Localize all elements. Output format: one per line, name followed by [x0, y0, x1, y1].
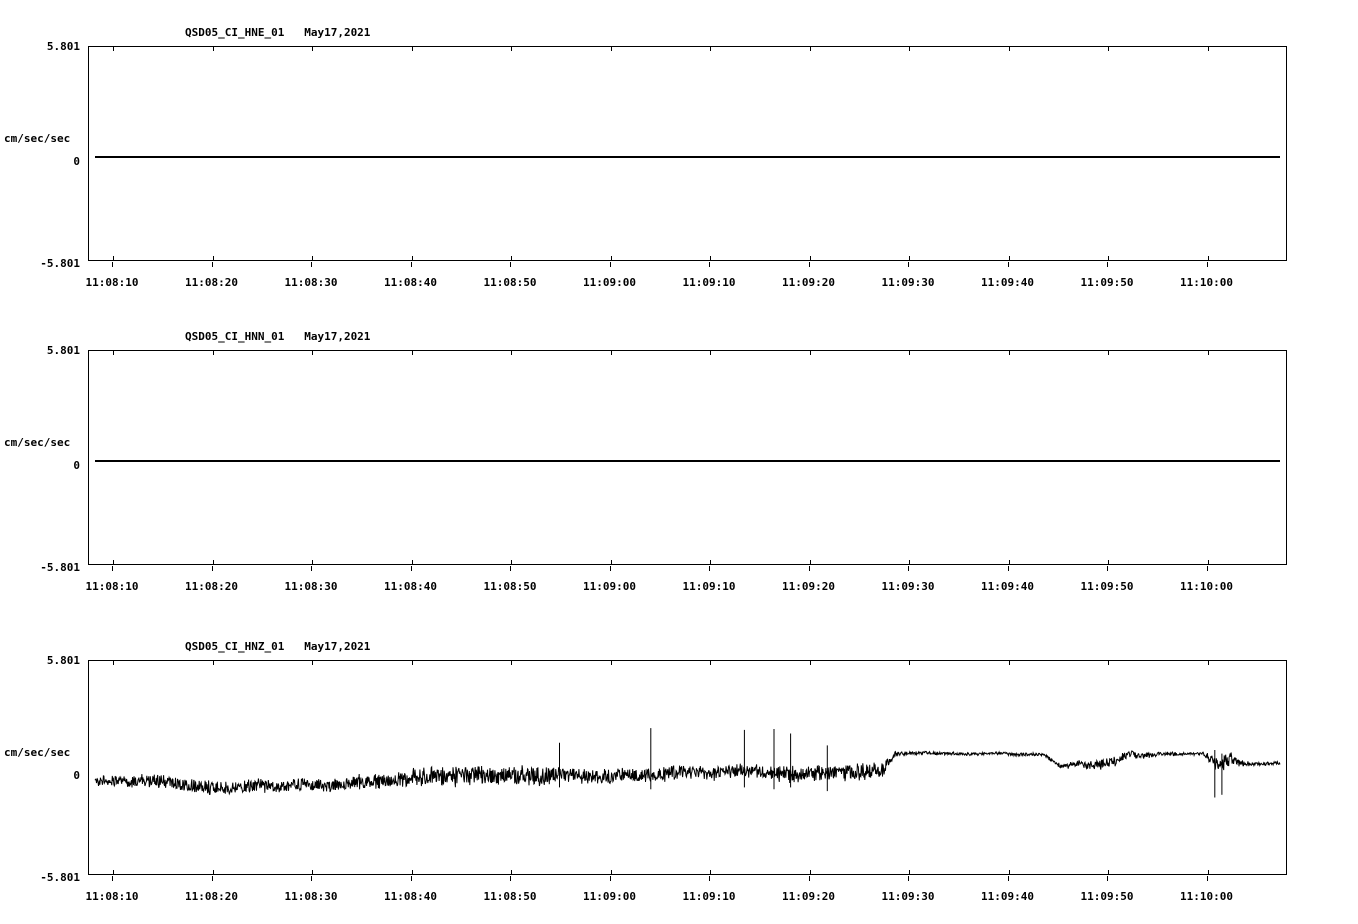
x-tick-label: 11:09:40 [981, 890, 1034, 903]
plot-inner-tick [213, 351, 214, 355]
x-tick-mark [311, 262, 312, 267]
plot-inner-tick [213, 256, 214, 260]
plot-inner-tick [810, 47, 811, 51]
plot-inner-tick [312, 47, 313, 51]
x-tick-mark [1207, 262, 1208, 267]
plot-inner-tick [1108, 560, 1109, 564]
x-tick-mark [510, 262, 511, 267]
x-tick-mark [1008, 566, 1009, 571]
x-tick-label: 11:09:10 [682, 580, 736, 593]
y-axis-label-hnn: cm/sec/sec [4, 436, 71, 449]
plot-inner-tick [113, 870, 114, 874]
x-tick-mark [510, 876, 511, 881]
x-tick-label: 11:09:20 [782, 580, 835, 593]
x-tick-label: 11:08:20 [185, 890, 238, 903]
plot-inner-tick [113, 256, 114, 260]
x-tick-label: 11:10:00 [1180, 890, 1233, 903]
x-tick-label: 11:08:10 [85, 276, 139, 289]
y-tick-bottom-hne: -5.801 [40, 257, 80, 270]
plot-inner-tick [412, 661, 413, 665]
plot-inner-tick [412, 560, 413, 564]
plot-inner-tick [213, 870, 214, 874]
plot-inner-tick [1208, 47, 1209, 51]
x-tick-label: 11:08:40 [384, 890, 437, 903]
x-tick-label: 11:09:00 [583, 276, 636, 289]
y-tick-mid-hnz: 0 [73, 769, 80, 782]
plot-inner-tick [1208, 256, 1209, 260]
x-tick-mark [112, 262, 113, 267]
plot-inner-tick [412, 256, 413, 260]
plot-inner-tick [1108, 661, 1109, 665]
x-tick-label: 11:09:00 [583, 580, 636, 593]
x-tick-mark [510, 566, 511, 571]
plot-inner-tick [810, 560, 811, 564]
x-tick-label: 11:09:00 [583, 890, 636, 903]
x-tick-label: 11:09:50 [1080, 580, 1134, 593]
plot-inner-tick [1208, 870, 1209, 874]
x-tick-mark [908, 876, 909, 881]
panel-title-hne: QSD05_CI_HNE_01 May17,2021 [185, 26, 371, 39]
x-tick-label: 11:09:50 [1080, 276, 1134, 289]
x-tick-label: 11:08:10 [85, 890, 139, 903]
plot-inner-tick [1108, 351, 1109, 355]
x-tick-mark [1008, 262, 1009, 267]
x-tick-label: 11:08:30 [284, 276, 338, 289]
x-tick-mark [1207, 566, 1208, 571]
x-tick-mark [1207, 876, 1208, 881]
x-tick-mark [709, 876, 710, 881]
x-tick-label: 11:08:40 [384, 580, 437, 593]
plot-inner-tick [909, 47, 910, 51]
x-tick-mark [709, 566, 710, 571]
y-tick-mid-hnn: 0 [73, 459, 80, 472]
plot-area-hnz [88, 660, 1287, 875]
x-tick-label: 11:08:40 [384, 276, 437, 289]
plot-inner-tick [810, 351, 811, 355]
y-axis-label-hnz: cm/sec/sec [4, 746, 71, 759]
plot-inner-tick [213, 560, 214, 564]
plot-inner-tick [1009, 560, 1010, 564]
waveform-panel-hnz [0, 628, 1358, 913]
x-tick-mark [610, 262, 611, 267]
x-tick-mark [1107, 876, 1108, 881]
plot-inner-tick [810, 661, 811, 665]
plot-inner-tick [511, 256, 512, 260]
plot-inner-tick [810, 870, 811, 874]
x-tick-label: 11:09:30 [881, 890, 935, 903]
x-tick-label: 11:09:30 [881, 580, 935, 593]
x-tick-mark [212, 262, 213, 267]
x-tick-mark [311, 876, 312, 881]
y-tick-bottom-hnz: -5.801 [40, 871, 80, 884]
plot-inner-tick [710, 661, 711, 665]
waveform-trace-hne [89, 47, 1286, 260]
plot-inner-tick [611, 256, 612, 260]
plot-inner-tick [511, 661, 512, 665]
plot-inner-tick [611, 351, 612, 355]
x-tick-mark [1008, 876, 1009, 881]
x-tick-label: 11:09:40 [981, 276, 1034, 289]
x-tick-label: 11:10:00 [1180, 276, 1233, 289]
plot-inner-tick [213, 47, 214, 51]
waveform-trace-hnn [89, 351, 1286, 564]
x-tick-mark [411, 262, 412, 267]
plot-inner-tick [909, 351, 910, 355]
plot-inner-tick [113, 351, 114, 355]
x-tick-label: 11:09:10 [682, 276, 736, 289]
x-tick-label: 11:08:10 [85, 580, 139, 593]
x-axis-hnn [85, 566, 1287, 596]
x-tick-label: 11:09:40 [981, 580, 1034, 593]
plot-inner-tick [412, 351, 413, 355]
plot-inner-tick [511, 560, 512, 564]
plot-inner-tick [511, 351, 512, 355]
plot-inner-tick [1208, 661, 1209, 665]
plot-inner-tick [113, 661, 114, 665]
x-tick-mark [212, 566, 213, 571]
plot-inner-tick [611, 47, 612, 51]
x-tick-mark [411, 876, 412, 881]
plot-inner-tick [611, 870, 612, 874]
plot-inner-tick [113, 560, 114, 564]
waveform-panel-hnn [0, 318, 1358, 598]
x-tick-label: 11:08:50 [483, 276, 537, 289]
x-tick-label: 11:08:20 [185, 276, 238, 289]
plot-inner-tick [810, 256, 811, 260]
x-tick-label: 11:08:30 [284, 580, 338, 593]
plot-inner-tick [909, 560, 910, 564]
plot-inner-tick [710, 351, 711, 355]
x-tick-label: 11:09:20 [782, 890, 835, 903]
plot-inner-tick [611, 661, 612, 665]
plot-inner-tick [909, 870, 910, 874]
plot-inner-tick [1009, 256, 1010, 260]
x-tick-mark [610, 876, 611, 881]
plot-inner-tick [611, 560, 612, 564]
waveform-panel-hne [0, 14, 1358, 294]
panel-title-hnz: QSD05_CI_HNZ_01 May17,2021 [185, 640, 371, 653]
x-tick-label: 11:09:50 [1080, 890, 1134, 903]
plot-inner-tick [710, 47, 711, 51]
x-tick-mark [1107, 262, 1108, 267]
plot-inner-tick [412, 870, 413, 874]
y-tick-bottom-hnn: -5.801 [40, 561, 80, 574]
x-axis-hnz [85, 876, 1287, 906]
plot-area-hnn [88, 350, 1287, 565]
x-tick-label: 11:09:20 [782, 276, 835, 289]
plot-inner-tick [1108, 256, 1109, 260]
plot-inner-tick [312, 351, 313, 355]
plot-inner-tick [1208, 351, 1209, 355]
plot-inner-tick [1108, 870, 1109, 874]
plot-inner-tick [1009, 870, 1010, 874]
x-tick-mark [112, 566, 113, 571]
x-tick-label: 11:08:50 [483, 580, 537, 593]
waveform-trace-hnz [89, 661, 1286, 874]
x-tick-label: 11:08:30 [284, 890, 338, 903]
plot-inner-tick [1009, 661, 1010, 665]
plot-inner-tick [1009, 47, 1010, 51]
x-tick-label: 11:09:30 [881, 276, 935, 289]
y-tick-mid-hne: 0 [73, 155, 80, 168]
x-tick-label: 11:10:00 [1180, 580, 1233, 593]
y-tick-top-hne: 5.801 [46, 40, 80, 53]
x-tick-label: 11:08:20 [185, 580, 238, 593]
x-tick-label: 11:09:10 [682, 890, 736, 903]
plot-inner-tick [710, 560, 711, 564]
x-tick-label: 11:08:50 [483, 890, 537, 903]
plot-inner-tick [1009, 351, 1010, 355]
plot-inner-tick [511, 870, 512, 874]
plot-inner-tick [312, 560, 313, 564]
plot-inner-tick [909, 256, 910, 260]
x-tick-mark [311, 566, 312, 571]
x-tick-mark [709, 262, 710, 267]
plot-inner-tick [909, 661, 910, 665]
x-tick-mark [1107, 566, 1108, 571]
plot-inner-tick [710, 256, 711, 260]
x-axis-hne [85, 262, 1287, 292]
x-tick-mark [411, 566, 412, 571]
plot-inner-tick [511, 47, 512, 51]
x-tick-mark [908, 262, 909, 267]
plot-inner-tick [1208, 560, 1209, 564]
y-tick-top-hnn: 5.801 [46, 344, 80, 357]
x-tick-mark [809, 262, 810, 267]
x-tick-mark [809, 566, 810, 571]
plot-area-hne [88, 46, 1287, 261]
plot-inner-tick [412, 47, 413, 51]
plot-inner-tick [312, 256, 313, 260]
x-tick-mark [908, 566, 909, 571]
y-axis-label-hne: cm/sec/sec [4, 132, 71, 145]
plot-inner-tick [710, 870, 711, 874]
plot-inner-tick [312, 870, 313, 874]
plot-inner-tick [113, 47, 114, 51]
panel-title-hnn: QSD05_CI_HNN_01 May17,2021 [185, 330, 371, 343]
x-tick-mark [610, 566, 611, 571]
x-tick-mark [809, 876, 810, 881]
plot-inner-tick [213, 661, 214, 665]
x-tick-mark [212, 876, 213, 881]
y-tick-top-hnz: 5.801 [46, 654, 80, 667]
x-tick-mark [112, 876, 113, 881]
plot-inner-tick [1108, 47, 1109, 51]
plot-inner-tick [312, 661, 313, 665]
